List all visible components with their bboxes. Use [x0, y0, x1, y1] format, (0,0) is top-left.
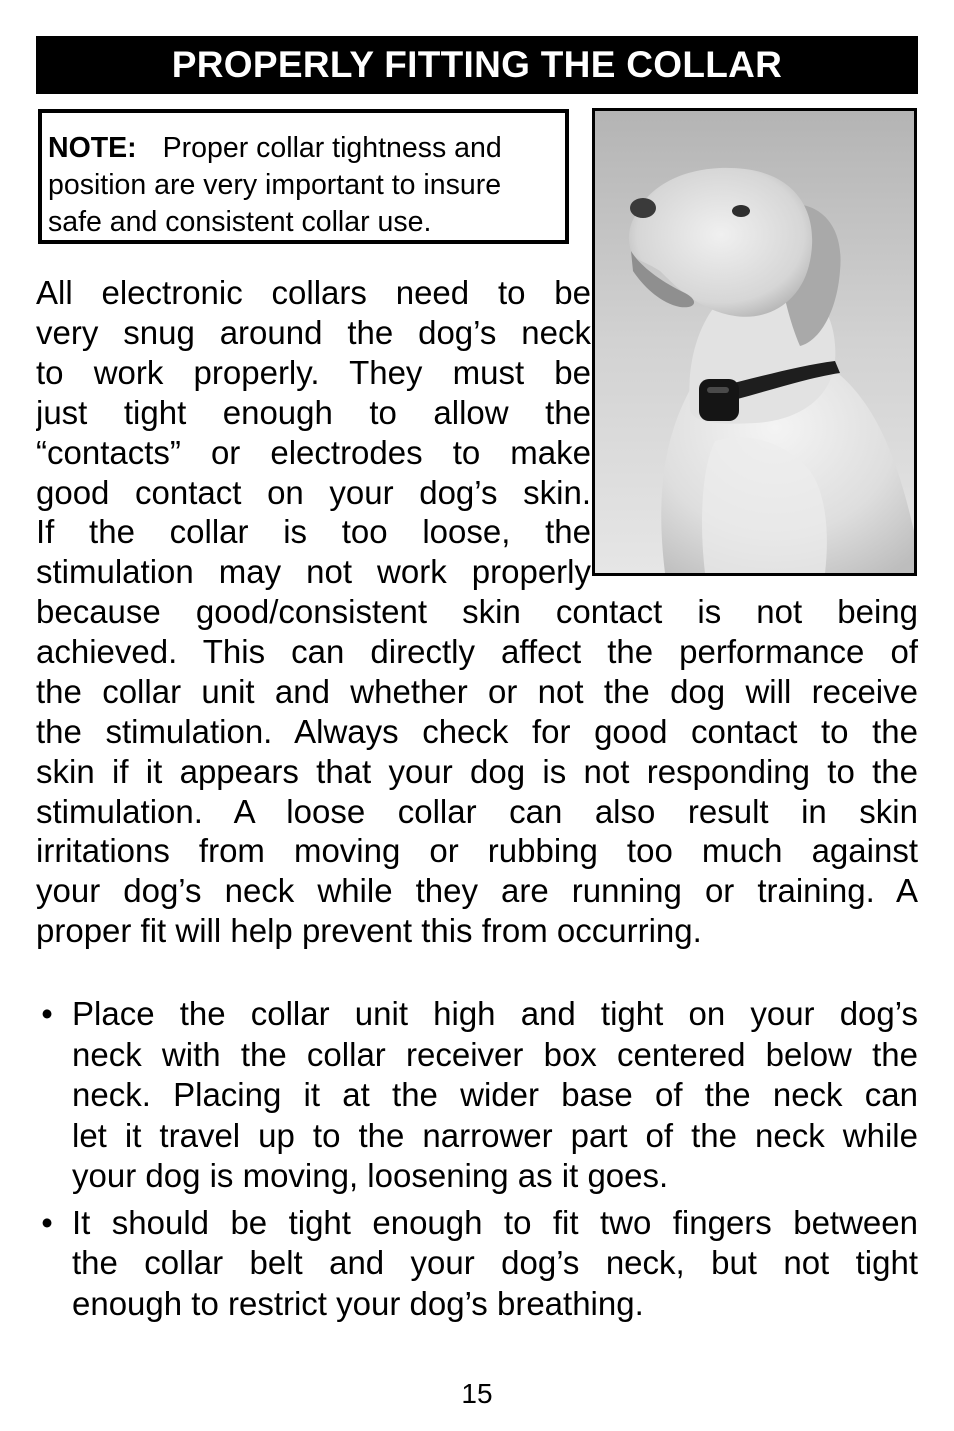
note-line-3: safe and consistent collar use.: [48, 206, 432, 238]
paragraph-line: achieved. This can directly affect the performance of: [36, 632, 918, 670]
paragraph-line: just tight enough to allow the: [36, 393, 591, 431]
dog-photo: [592, 108, 917, 576]
bullet-line: It should be tight enough to fit two fingers between: [72, 1203, 918, 1241]
paragraph-line: to work properly. They must be: [36, 353, 591, 391]
dog-photo-icon: [595, 111, 914, 573]
bullet-line: neck. Placing it at the wider base of the neck can: [72, 1076, 918, 1113]
list-item: [36, 1203, 918, 1325]
paragraph-line: the stimulation. Always check for good contact to the: [36, 712, 918, 750]
paragraph-line: stimulation may not work properly: [36, 553, 591, 591]
paragraph-line: the collar unit and whether or not the dog will receive: [36, 672, 918, 710]
paragraph-line: your dog’s neck while they are running or training. A: [36, 872, 918, 910]
bullet-line: let it travel up to the narrower part of the neck while: [72, 1116, 918, 1154]
bullet-line: neck with the collar receiver box centered below the: [72, 1035, 918, 1073]
bullet-line: Place the collar unit high and tight on your dog’s: [72, 995, 918, 1032]
bullet-line: your dog is moving, loosening as it goes.: [72, 1157, 669, 1194]
intro-paragraph-lower: [36, 592, 918, 951]
paragraph-line: irritations from moving or rubbing too much against: [36, 832, 918, 870]
bullet-line: enough to restrict your dog’s breathing.: [72, 1284, 644, 1322]
note-label: NOTE:: [48, 132, 137, 164]
paragraph-line: skin if it appears that your dog is not responding to the: [36, 752, 918, 790]
bullet-icon: •: [41, 1203, 53, 1241]
paragraph-line: All electronic collars need to be: [36, 274, 591, 311]
instruction-list: [36, 994, 918, 1330]
note-text-1: Proper collar tightness and: [162, 132, 502, 164]
paragraph-line: very snug around the dog’s neck: [36, 313, 591, 351]
paragraph-line: proper fit will help prevent this from occurring.: [36, 912, 702, 950]
paragraph-line: “contacts” or electrodes to make: [36, 433, 591, 471]
page-number: 15: [461, 1378, 493, 1409]
paragraph-line: stimulation. A loose collar can also result in skin: [36, 792, 918, 830]
page-title: PROPERLY FITTING THE COLLAR: [36, 36, 918, 94]
bullet-line: the collar belt and your dog’s neck, but not tight: [72, 1244, 918, 1281]
intro-paragraph-upper: [36, 273, 591, 592]
note-line-2: position are very important to insure: [48, 169, 502, 201]
bullet-icon: •: [41, 995, 53, 1032]
paragraph-line: If the collar is too loose, the: [36, 513, 591, 551]
paragraph-line: good contact on your dog’s skin.: [36, 473, 591, 511]
paragraph-line: because good/consistent skin contact is not being: [36, 593, 918, 630]
note-line-1: [48, 130, 565, 167]
list-item: [36, 994, 918, 1197]
note-box: [38, 109, 569, 244]
